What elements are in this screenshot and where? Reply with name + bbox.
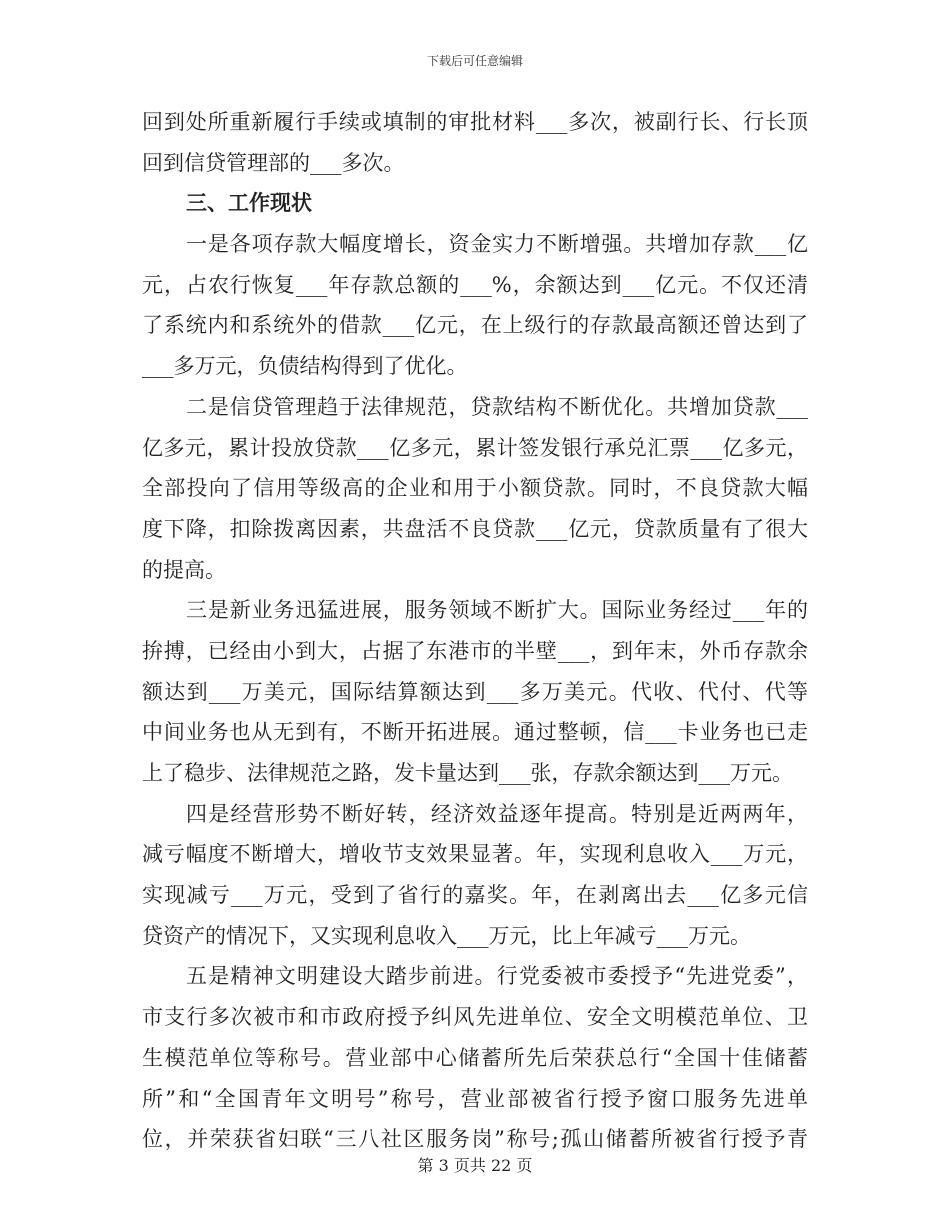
paragraph-first-line: 一是各项存款大幅度增长，资金实力不断增强。共增加存款___亿 bbox=[186, 232, 808, 257]
text-line: 中间业务也从无到有，不断开拓进展。通过整顿，信___卡业务也已走 bbox=[142, 720, 808, 745]
text-line: 所”和“全国青年文明号”称号，营业部被省行授予窗口服务先进单 bbox=[142, 1086, 808, 1111]
text-line: 上了稳步、法律规范之路，发卡量达到___张，存款余额达到___万元。 bbox=[142, 761, 793, 785]
paragraph-first-line: 二是信贷管理趋于法律规范，贷款结构不断优化。共增加贷款___ bbox=[186, 394, 808, 419]
text-line: 位，并荣获省妇联“三八社区服务岗”称号;孤山储蓄所被省行授予青 bbox=[142, 1127, 808, 1152]
text-line: 回到处所重新履行手续或填制的审批材料___多次，被副行长、行长顶 bbox=[142, 110, 808, 134]
text-line: 全部投向了信用等级高的企业和用于小额贷款。同时，不良贷款大幅 bbox=[142, 476, 808, 501]
text-line: 了系统内和系统外的借款___亿元，在上级行的存款最高额还曾达到了 bbox=[142, 313, 808, 338]
section-heading: 三、工作现状 bbox=[186, 190, 312, 216]
text-line: 实现减亏___万元，受到了省行的嘉奖。年，在剥离出去___亿多元信 bbox=[142, 883, 808, 908]
text-line: 减亏幅度不断增大，增收节支效果显著。年，实现利息收入___万元， bbox=[142, 842, 808, 867]
paragraph-first-line: 三是新业务迅猛进展，服务领域不断扩大。国际业务经过___年的 bbox=[186, 598, 808, 623]
text-line: 市支行多次被市和市政府授予纠风先进单位、安全文明模范单位、卫 bbox=[142, 1005, 808, 1030]
text-line: 拚搏，已经由小到大，占据了东港市的半壁___，到年末，外币存款余 bbox=[142, 638, 808, 663]
text-line: 的提高。 bbox=[142, 557, 226, 582]
page-header: 下载后可任意编辑 bbox=[426, 54, 523, 68]
text-line: 度下降，扣除拨离因素，共盘活不良贷款___亿元，贷款质量有了很大 bbox=[142, 516, 808, 541]
text-line: 元，占农行恢复___年存款总额的___%，余额达到___亿元。不仅还清 bbox=[142, 272, 808, 297]
text-line: 亿多元，累计投放贷款___亿多元，累计签发银行承兑汇票___亿多元， bbox=[142, 435, 808, 460]
text-line: 回到信贷管理部的___多次。 bbox=[142, 150, 405, 175]
paragraph-first-line: 四是经营形势不断好转，经济效益逐年提高。特别是近两两年， bbox=[186, 801, 808, 826]
text-line: ___多万元，负债结构得到了优化。 bbox=[142, 354, 468, 379]
text-line: 额达到___万美元，国际结算额达到___多万美元。代收、代付、代等 bbox=[142, 679, 808, 704]
paragraph-first-line: 五是精神文明建设大踏步前进。行党委被市委授予“先进党委”， bbox=[186, 964, 808, 989]
document-body bbox=[142, 102, 808, 1160]
text-line: 贷资产的情况下，又实现利息收入___万元，比上年减亏___万元。 bbox=[142, 923, 751, 948]
page-footer: 第 3 页共 22 页 bbox=[417, 1156, 533, 1175]
text-line: 生模范单位等称号。营业部中心储蓄所先后荣获总行“全国十佳储蓄 bbox=[142, 1045, 808, 1070]
